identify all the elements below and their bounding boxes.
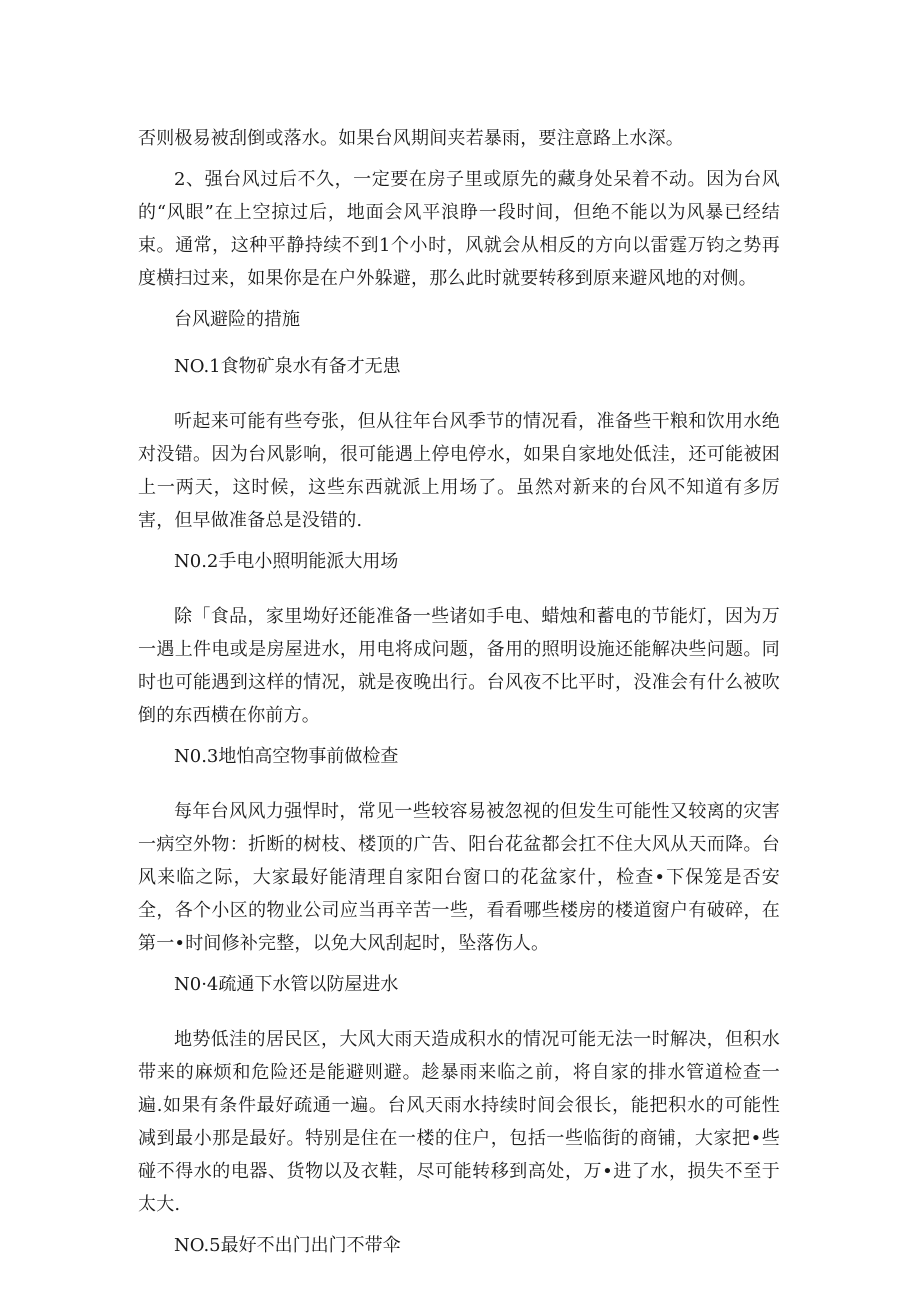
section-heading-no3: N0.3地怕高空物事前做检查 xyxy=(174,746,399,767)
paragraph-continuation: 否则极易被刮倒或落水。如果台风期间夹若暴雨，要注意路上水深。 xyxy=(138,128,684,149)
section-heading-no5: NO.5最好不出门出门不带伞 xyxy=(174,1235,401,1256)
paragraph-point-2: 2、强台风过后不久，一定要在房子里或原先的藏身处呆着不动。因为台风的“风眼”在上空掠过后，地面会风平浪睁一段时间，但绝不能以为风暴已经结束。通常，这种平静持续不到1个小时，风就会从相反的方向以雷霆万钧之势再度横扫过来，如果你是在户外躲避，那么此时就要转移到原来避风地的对侧。 xyxy=(138,169,780,289)
section-body-no1: 听起来可能有些夸张，但从往年台风季节的情况看，准备些干粮和饮用水绝对没错。因为台风影响，很可能遇上停电停水，如果自家地处低洼，还可能被困上一两天，这时候，这些东西就派上用场了。虽然对新来的台风不知道有多厉害，但早做准备总是没错的. xyxy=(138,411,780,531)
section-heading-no2: N0.2手电小照明能派大用场 xyxy=(174,551,399,572)
section-body-no4: 地势低洼的居民区，大风大雨天造成积水的情况可能无法一时解决，但积水带来的麻烦和危险还是能避则避。趁暴雨来临之前，将自家的排水管道检查一遍.如果有条件最好疏通一遍。台风天雨水持续时间会很长，能把积水的可能性减到最小那是最好。特别是住在一楼的住户，包括一些临街的商铺，大家把•些碰不得水的电器、货物以及衣鞋，尽可能转移到高处，万•进了水，损失不至于太大. xyxy=(138,1029,780,1215)
section-body-no2: 除「食品，家里坳好还能准备一些诸如手电、蜡烛和蓄电的节能灯，因为万一遇上件电或是房屋进水，用电将成问题，备用的照明设施还能解决些问题。同时也可能遇到这样的情况，就是夜晚出行。台风夜不比平时，没准会有什么被吹倒的东西横在你前方。 xyxy=(138,606,780,726)
section-title: 台风避险的措施 xyxy=(174,309,300,330)
document-body xyxy=(138,122,780,1262)
section-heading-no1: NO.1食物矿泉水有备才无患 xyxy=(174,356,401,377)
section-heading-no4: N0·4疏通下水管以防屋进水 xyxy=(174,974,399,995)
section-body-no3: 每年台风风力强悍时，常见一些较容易被忽视的但发生可能性又较离的灾害一病空外物：折断的树枝、楼顶的广告、阳台花盆都会扛不住大风从天而降。台风来临之际，大家最好能清理自家阳台窗口的花盆家什，检查•下保笼是否安全，各个小区的物业公司应当再辛苦一些，看看哪些楼房的楼道窗户有破碎，在第一•时间修补完整，以免大风刮起时，坠落伤人。 xyxy=(138,801,780,954)
